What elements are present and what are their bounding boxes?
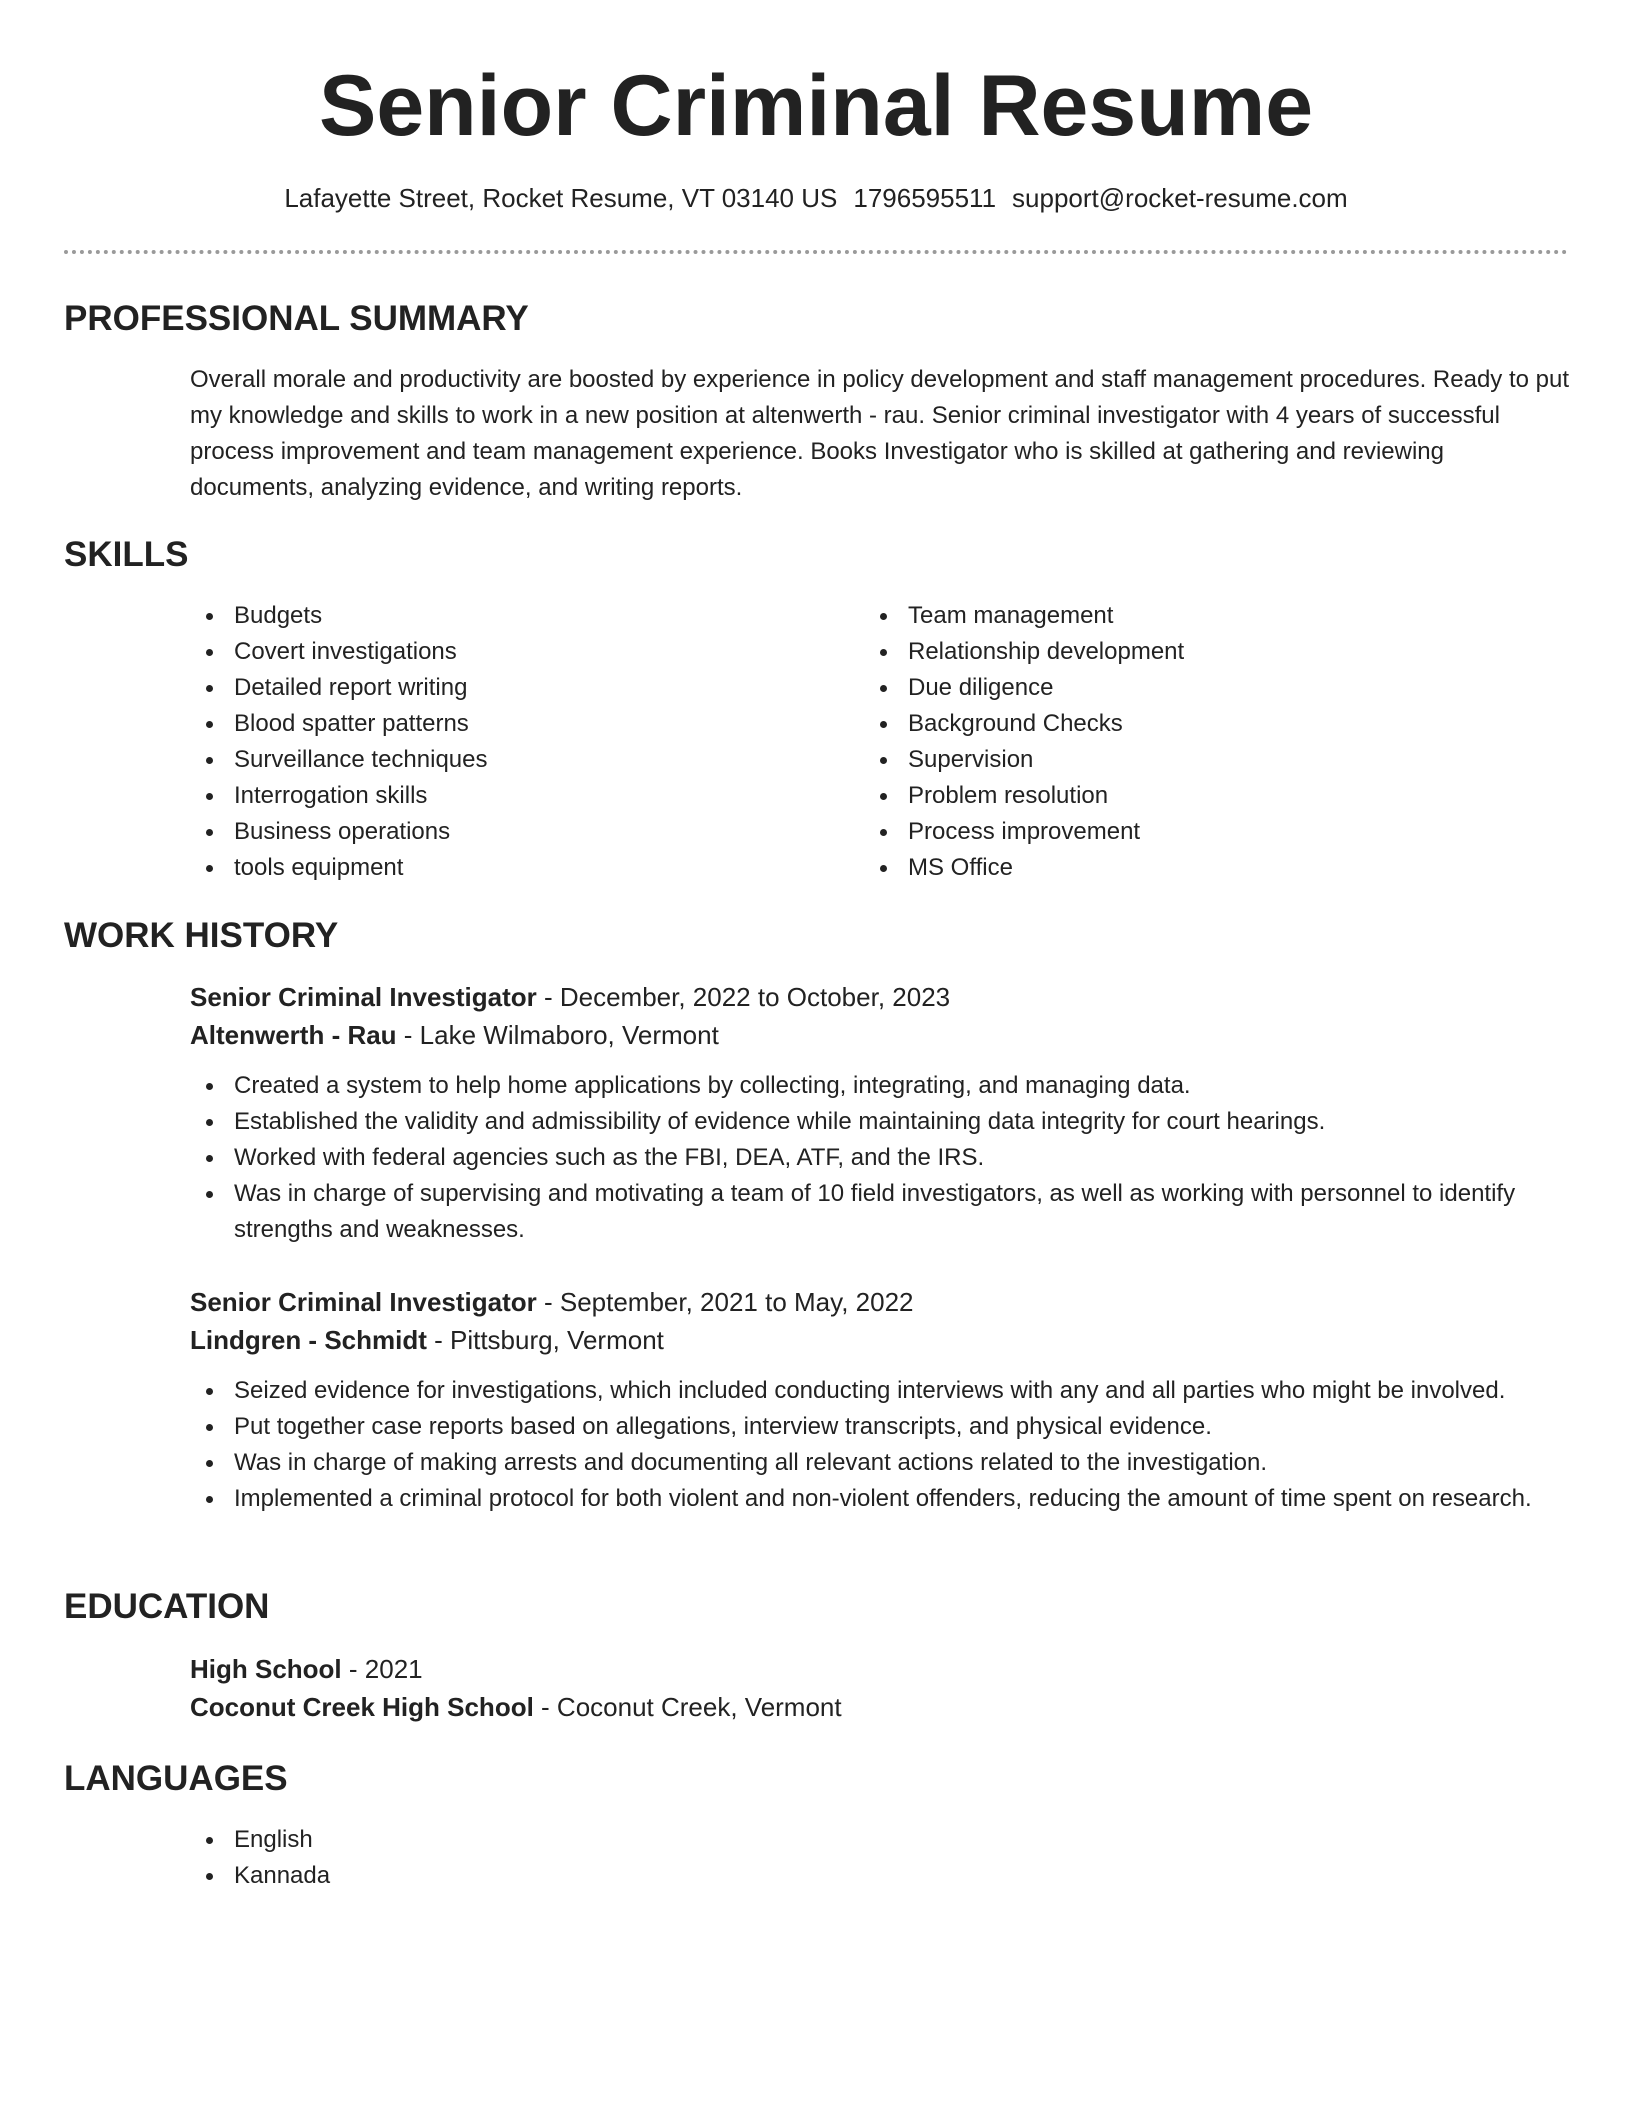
skills-list-left xyxy=(190,598,750,886)
languages-list xyxy=(190,1822,1570,1894)
languages-entry xyxy=(190,1822,1570,1894)
job-bullet: Put together case reports based on allegations, interview transcripts, and physical evidence. xyxy=(190,1409,1570,1445)
skills-column-right xyxy=(864,598,1424,886)
summary-text: Overall morale and productivity are boosted by experience in policy development and staff management procedures. Ready to put my knowledge and skills to work in a new position at altenwerth - rau. Senior criminal investigator with 4 years of successful process improvement and team management experience. Books Investigator who is skilled at gathering and reviewing documents, analyzing evidence, and writing reports. xyxy=(190,366,1570,501)
contact-line xyxy=(64,182,1568,214)
job-bullet: Worked with federal agencies such as the FBI, DEA, ATF, and the IRS. xyxy=(190,1140,1570,1176)
job-company-line xyxy=(190,1321,1570,1359)
job-entry xyxy=(190,1283,1570,1517)
language-item: English xyxy=(190,1822,1570,1858)
skill-item: Relationship development xyxy=(864,634,1424,670)
skills-column-left xyxy=(190,598,750,886)
skill-item: Background Checks xyxy=(864,706,1424,742)
skill-item: Process improvement xyxy=(864,814,1424,850)
language-item: Kannada xyxy=(190,1858,1570,1894)
skill-item: Detailed report writing xyxy=(190,670,750,706)
job-title-line xyxy=(190,978,1570,1016)
contact-address: Lafayette Street, Rocket Resume, VT 03140 US xyxy=(284,183,838,213)
job-company-line xyxy=(190,1016,1570,1054)
skill-item: Covert investigations xyxy=(190,634,750,670)
skill-item: MS Office xyxy=(864,850,1424,886)
job-location: - Lake Wilmaboro, Vermont xyxy=(396,1020,719,1050)
education-heading: EDUCATION xyxy=(64,1587,270,1626)
job-title-line xyxy=(190,1283,1570,1321)
skill-item: Budgets xyxy=(190,598,750,634)
skill-item: Team management xyxy=(864,598,1424,634)
job-entry xyxy=(190,978,1570,1248)
job-bullet: Created a system to help home applications by collecting, integrating, and managing data. xyxy=(190,1068,1570,1104)
job-location: - Pittsburg, Vermont xyxy=(426,1325,664,1355)
skill-item: Problem resolution xyxy=(864,778,1424,814)
education-school: Coconut Creek High School xyxy=(190,1692,534,1722)
skill-item: Business operations xyxy=(190,814,750,850)
job-bullets xyxy=(190,1068,1570,1248)
job-bullets xyxy=(190,1373,1570,1517)
work-history-heading: WORK HISTORY xyxy=(64,916,339,955)
skill-item: Surveillance techniques xyxy=(190,742,750,778)
skills-list-right xyxy=(864,598,1424,886)
job-bullet: Was in charge of supervising and motivating a team of 10 field investigators, as well as working with personnel to identify strengths and weaknesses. xyxy=(190,1176,1570,1248)
resume-title: Senior Criminal Resume xyxy=(318,58,1314,154)
job-dates: - December, 2022 to October, 2023 xyxy=(536,982,951,1012)
job-bullet: Was in charge of making arrests and documenting all relevant actions related to the investigation. xyxy=(190,1445,1570,1481)
summary-heading: PROFESSIONAL SUMMARY xyxy=(64,299,529,338)
job-dates: - September, 2021 to May, 2022 xyxy=(536,1287,914,1317)
resume-page xyxy=(64,0,1570,1889)
job-company: Lindgren - Schmidt xyxy=(190,1325,427,1355)
skill-item: Due diligence xyxy=(864,670,1424,706)
job-role: Senior Criminal Investigator xyxy=(190,1287,537,1317)
job-company: Altenwerth - Rau xyxy=(190,1020,397,1050)
education-degree-line xyxy=(190,1650,1570,1688)
skill-item: Interrogation skills xyxy=(190,778,750,814)
contact-email: support@rocket-resume.com xyxy=(1012,183,1348,213)
education-degree: High School xyxy=(190,1654,342,1684)
languages-heading: LANGUAGES xyxy=(64,1759,288,1798)
education-location: - Coconut Creek, Vermont xyxy=(533,1692,842,1722)
job-bullet: Implemented a criminal protocol for both violent and non-violent offenders, reducing the amount of time spent on research. xyxy=(190,1481,1570,1517)
education-year: - 2021 xyxy=(341,1654,423,1684)
education-entry xyxy=(190,1650,1570,1726)
header-divider xyxy=(64,250,1568,254)
skill-item: tools equipment xyxy=(190,850,750,886)
skill-item: Supervision xyxy=(864,742,1424,778)
education-school-line xyxy=(190,1688,1570,1726)
skills-heading: SKILLS xyxy=(64,535,189,574)
job-role: Senior Criminal Investigator xyxy=(190,982,537,1012)
job-bullet: Seized evidence for investigations, which included conducting interviews with any and all parties who might be involved. xyxy=(190,1373,1570,1409)
job-bullet: Established the validity and admissibility of evidence while maintaining data integrity for court hearings. xyxy=(190,1104,1570,1140)
contact-phone: 1796595511 xyxy=(853,183,997,213)
skill-item: Blood spatter patterns xyxy=(190,706,750,742)
